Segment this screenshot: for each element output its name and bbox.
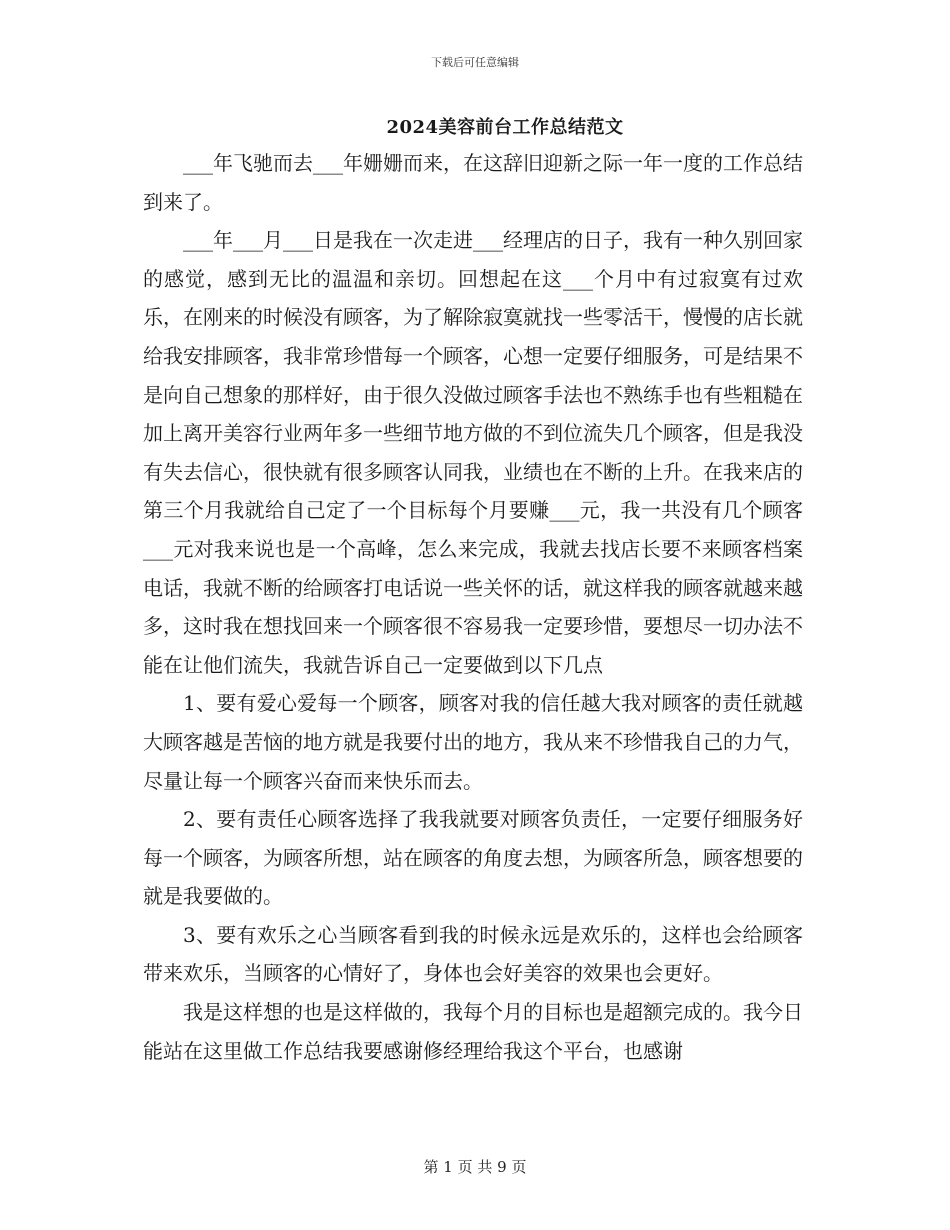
paragraph: 3、要有欢乐之心当顾客看到我的时候永远是欢乐的，这样也会给顾客带来欢乐，当顾客的心情好了，身体也会好美容的效果也会更好。 [143,922,803,986]
document-body [143,144,803,1070]
header-note: 下载后可任意编辑 [431,56,519,69]
paragraph: 2、要有责任心顾客选择了我我就要对顾客负责任，一定要仔细服务好每一个顾客，为顾客所想，站在顾客的角度去想，为顾客所急，顾客想要的就是我要做的。 [143,807,803,909]
paragraph: 我是这样想的也是这样做的，我每个月的目标也是超额完成的。我今日能站在这里做工作总结我要感谢修经理给我这个平台，也感谢 [143,1000,803,1063]
paragraph: ___年飞驰而去___年姗姗而来，在这辞旧迎新之际一年一度的工作总结到来了。 [143,151,803,214]
page-indicator: 第 1 页 共 9 页 [423,1158,527,1176]
paragraph: 1、要有爱心爱每一个顾客，顾客对我的信任越大我对顾客的责任就越大顾客越是苦恼的地方就是我要付出的地方，我从来不珍惜我自己的力气，尽量让每一个顾客兴奋而来快乐而去。 [143,691,803,793]
document-title: 2024美容前台工作总结范文 [386,117,624,138]
paragraph: ___年___月___日是我在一次走进___经理店的日子，我有一种久别回家的感觉，感到无比的温温和亲切。回想起在这___个月中有过寂寞有过欢乐，在刚来的时候没有顾客，为了解除寂寞就找一些零活干，慢慢的店长就给我安排顾客，我非常珍惜每一个顾客，心想一定要仔细服务，可是结果不是向自己想象的那样好，由于很久没做过顾客手法也不熟练手也有些粗糙在加上离开美容行业两年多一些细节地方做的不到位流失几个顾客，但是我没有失去信心，很快就有很多顾客认同我，业绩也在不断的上升。在我来店的第三个月我就给自己定了一个目标每个月要赚___元，我一共没有几个顾客___元对我来说也是一个高峰，怎么来完成，我就去找店长要不来顾客档案电话，我就不断的给顾客打电话说一些关怀的话，就这样我的顾客就越来越多，这时我在想找回来一个顾客很不容易我一定要珍惜，要想尽一切办法不能在让他们流失，我就告诉自己一定要做到以下几点 [143,228,803,677]
